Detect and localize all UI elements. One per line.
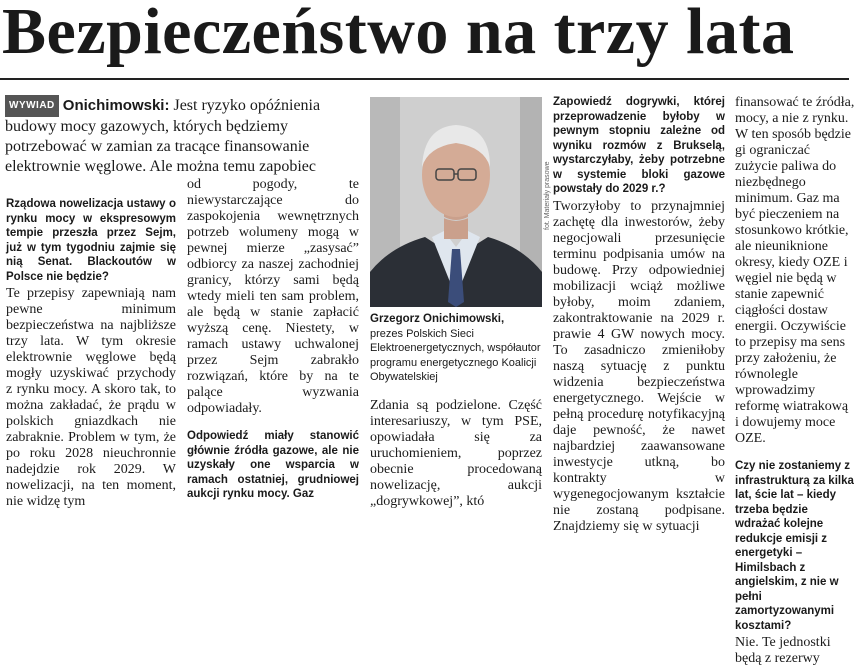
column-5 xyxy=(735,95,855,666)
answer-4: Nie. Te jednostki będą z rezerwy xyxy=(735,635,831,666)
portrait-illustration xyxy=(370,97,542,307)
headline: Bezpieczeństwo na trzy lata xyxy=(2,0,795,68)
answer-1-cont: od pogody, te niewystarczające do zaspokojenia wewnętrznych potrzeb wolumeny mogą w pewnej mierze „zasysać” odbiorcy za naszej zachodniej granicy, którzy sami będą wtedy mieli ten sam problem, ale będą w stanie zapłacić wyższą cenę. Niestety, w ramach ustawy uchwalonej przez Sejm zabrakło rozwiązań, które by na te palące wyzwania odpowiadały. xyxy=(187,177,359,416)
column-1 xyxy=(6,197,176,509)
answer-3-cont: finansować te źródła, mocy, a nie z rynku. W ten sposób będzie gi ograniczać zużycie paliwa do niezbędnego minimum. Gaz ma być pieczeniem na stosunkowo krótkie, ale nieuniknione okresy, kiedy OZE i węgiel nie będą w stanie zapewnić ciągłości dostaw energii. Oczywiście to przepisy ma sens przy założeniu, że równolegle wprowadzimy reformę wiatrakową i dowujemy moce OZE. xyxy=(735,95,855,446)
photo-caption xyxy=(370,312,542,385)
interview-badge: WYWIAD xyxy=(5,95,59,117)
portrait-photo xyxy=(370,97,542,307)
answer-2: Zdania są podzielone. Część interesariuszy, w tym PSE, opowiadała się za uruchomieniem, poprzez obecnie procedowaną nowelizację, aukcji „dogrywkowej”, któ xyxy=(370,398,542,509)
lead-paragraph xyxy=(5,95,360,177)
question-4: Czy nie zostaniemy z infrastrukturą za kilka lat, ście lat – kiedy trzeba będzie wdrażać kolejne redukcje emisji z energetyki – Himilsbach z angielskim, z nie w pełni zamortyzowanymi kosztami? xyxy=(735,460,854,632)
lead-speaker: Onichimowski: xyxy=(62,97,170,114)
column-3 xyxy=(370,398,542,509)
answer-1: Te przepisy zapewniają nam pewne minimum bezpieczeństwa na najbliższe trzy lata. W tym okresie elektrownie węglowe będą mogły uzyskiwać przychody z rynku mocy. A skoro tak, to można zakładać, że prądu w polskich gniazdkach nie zabraknie. Problem w tym, że po roku 2028 nieuchronnie nadejdzie rok 2029. W nowelizacji, na ten moment, nie widzę tym xyxy=(6,286,176,509)
lead-text: Jest ryzyko opóźnienia budowy mocy gazowych, których będziemy potrzebować w zamian za tracące finansowanie elektrownie węglowe. Ale można temu zapobiec xyxy=(5,97,321,175)
column-2 xyxy=(187,177,359,500)
headline-rule xyxy=(0,78,849,80)
answer-3: Tworzyłoby to przynajmniej zachętę dla inwestorów, żeby negocjowali przesunięcie terminu podpisania umów na budowę. Przy odpowiedniej mobilizacji wciąż możliwe byłoby, moim zdaniem, zakontraktowanie na 2029 r. prawie 4 GW nowych mocy. To zasadniczo zmieniłoby naszą sytuację z punktu widzenia bezpieczeństwa energetycznego. Wejście w pełną procedurę notyfikacyjną daje pewność, że nawet najbardziej zaawansowane inwestycje utkną, bo kontrakty w wygenegocjowanym kształcie nie zostaną podpisane. Znajdziemy się w sytuacji xyxy=(553,198,725,534)
photo-credit: fot. Materiały prasowe xyxy=(544,161,551,230)
question-1: Rządowa nowelizacja ustawy o rynku mocy w ekspresowym tempie przeszła przez Sejm, już w tym tygodniu zajmie się nią Senat. Blackoutów w Polsce nie będzie? xyxy=(6,198,176,283)
column-4 xyxy=(553,95,725,534)
question-2: Odpowiedź miały stanowić głównie źródła gazowe, ale nie uzyskały one wsparcia w ramach ostatniej, grudniowej aukcji rynku mocy. Gaz xyxy=(187,430,359,500)
question-3: Zapowiedź dogrywki, której przeprowadzenie byłoby w pewnym stopniu zależne od wyniku rozmów z Brukselą, wystarczyłaby, żeby potrzebne w systemie bloki gazowe powstały do 2029 r.? xyxy=(553,96,725,195)
caption-text: prezes Polskich Sieci Elektroenergetycznych, współautor programu energetycznego Koalicji Obywatelskiej xyxy=(370,327,541,383)
caption-name: Grzegorz Onichimowski, xyxy=(370,313,505,325)
